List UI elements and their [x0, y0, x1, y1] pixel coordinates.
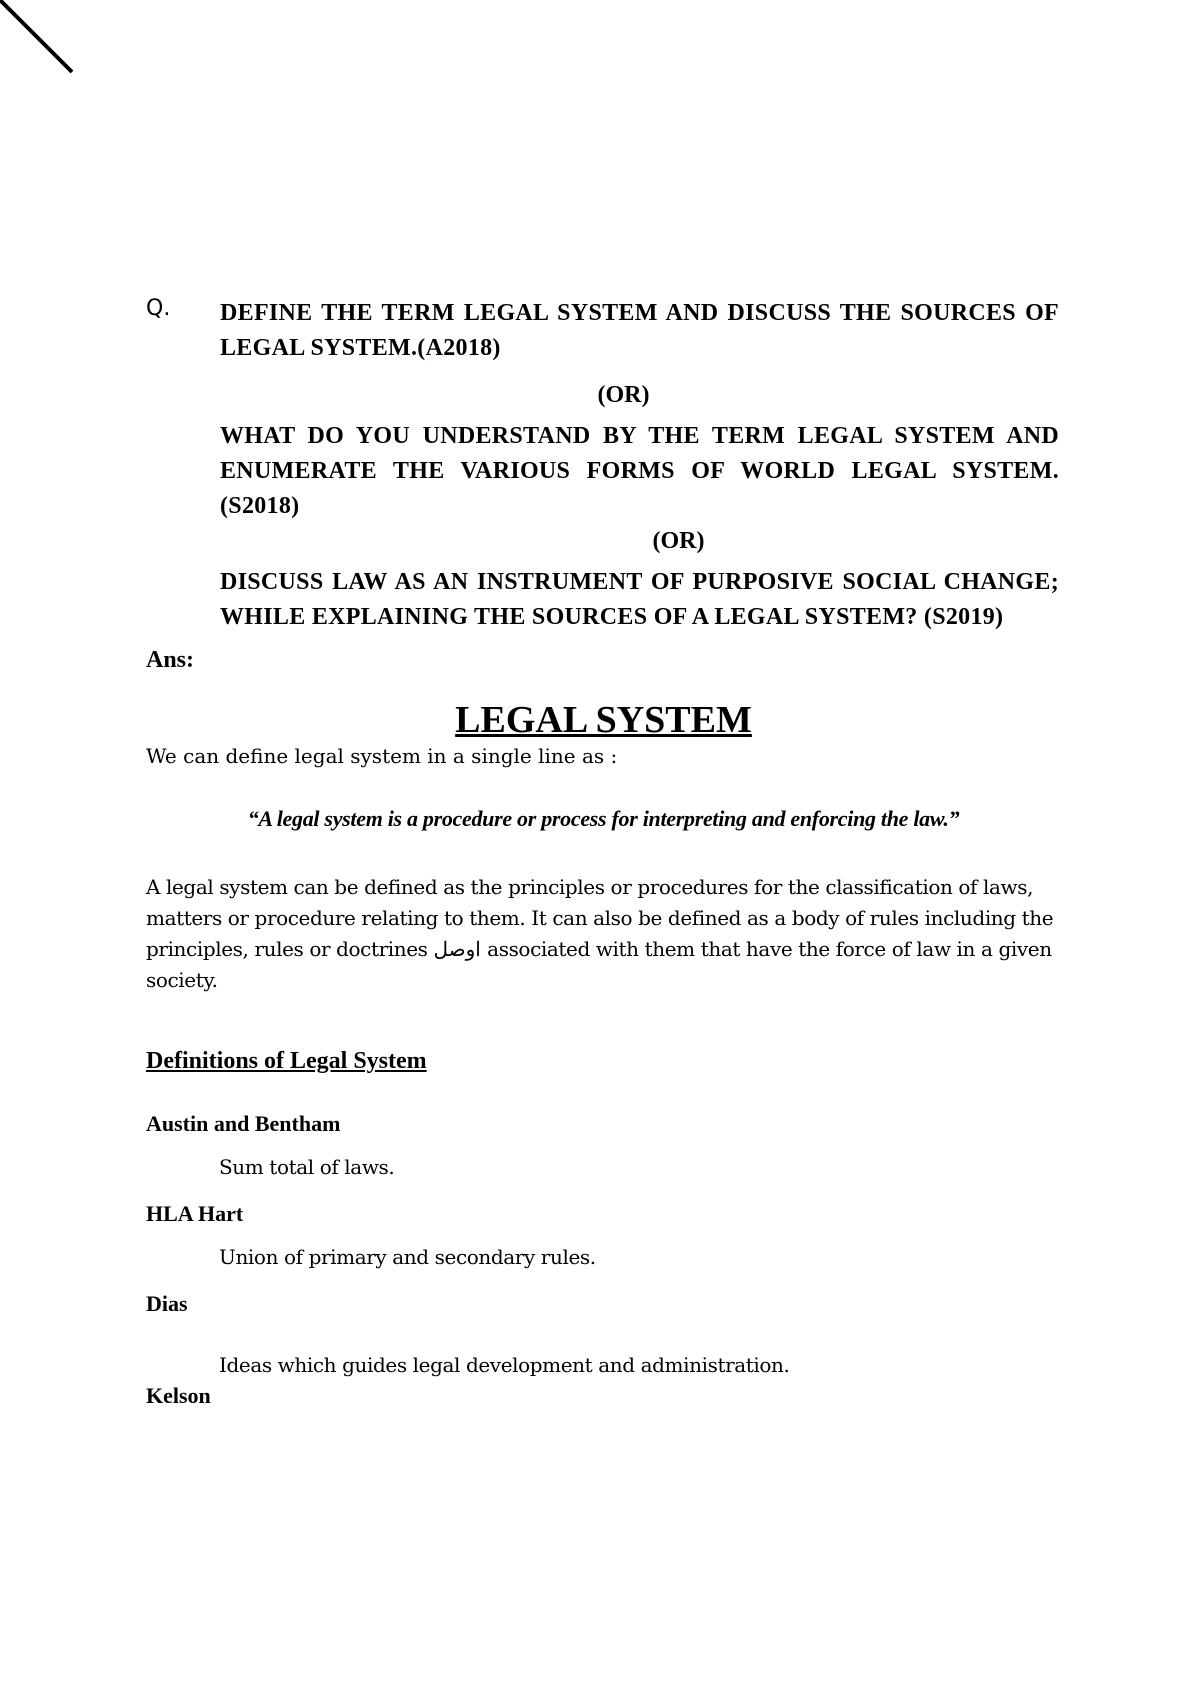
question-1: DEFINE THE TERM LEGAL SYSTEM AND DISCUSS THE SOURCES OF LEGAL SYSTEM.(A2018)	[220, 300, 1059, 361]
question-3: DISCUSS LAW AS AN INSTRUMENT OF PURPOSIVE SOCIAL CHANGE; WHILE EXPLAINING THE SOURCES OF A LEGAL SYSTEM? (S2019)	[220, 569, 1059, 630]
definition-author: Austin and Bentham	[146, 1111, 341, 1136]
definition-text: Union of primary and secondary rules.	[219, 1245, 596, 1269]
intro-line: We can define legal system in a single line as :	[146, 744, 618, 768]
or-separator-1: (OR)	[597, 382, 650, 408]
corner-slash-mark	[0, 0, 90, 90]
answer-label: Ans:	[146, 647, 195, 673]
question-2: WHAT DO YOU UNDERSTAND BY THE TERM LEGAL SYSTEM AND ENUMERATE THE VARIOUS FORMS OF WORLD LEGAL SYSTEM. (S2018)	[220, 423, 1059, 519]
question-block	[146, 296, 1061, 635]
question-label: Q.	[146, 296, 171, 321]
definition-text: Ideas which guides legal development and administration.	[219, 1353, 790, 1377]
or-separator-2: (OR)	[652, 528, 705, 554]
definition-quote: “A legal system is a procedure or process for interpreting and enforcing the law.”	[247, 806, 960, 831]
definition-author: Kelson	[146, 1383, 211, 1408]
definition-author: Dias	[146, 1291, 188, 1316]
definition-paragraph: A legal system can be defined as the principles or procedures for the classification of laws, matters or procedure relating to them. It can also be defined as a body of rules including the principles, rules or doctrines اوصل associated with them that have the force of law in a given society.	[146, 875, 1054, 992]
document-page	[146, 296, 1061, 1409]
definition-author: HLA Hart	[146, 1201, 244, 1226]
main-heading: LEGAL SYSTEM	[455, 699, 752, 741]
definitions-heading: Definitions of Legal System	[146, 1048, 427, 1074]
definition-text: Sum total of laws.	[219, 1155, 395, 1179]
